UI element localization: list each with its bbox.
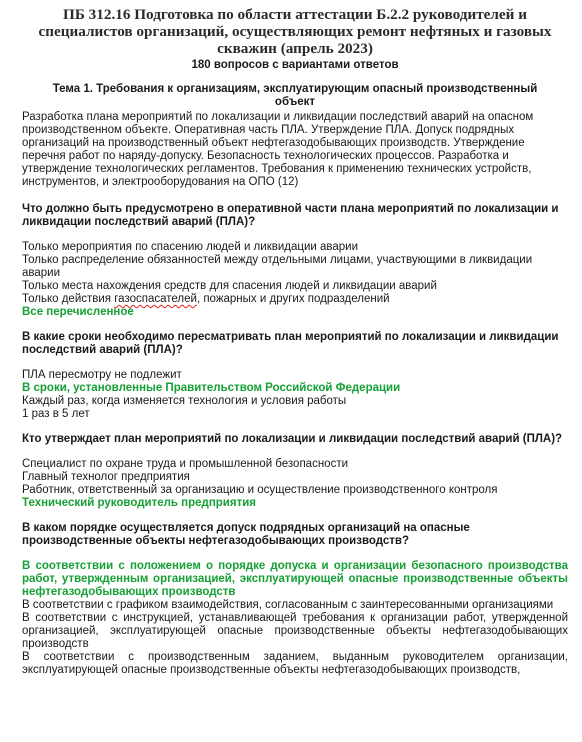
document-title: ПБ 312.16 Подготовка по области аттестации Б.2.2 руководителей и специалистов организаций, осуществляющих ремонт нефтяных и газовых скважин (апрель 2023) [38, 6, 552, 57]
spellcheck-underlined-word: газоспасателей [114, 293, 197, 305]
answer-option: Только мероприятия по спасению людей и ликвидации аварии [22, 241, 359, 253]
question-text: Что должно быть предусмотрено в оперативной части плана мероприятий по локализации и ликвидации последствий аварий (ПЛА)? [22, 203, 559, 228]
answer-option: В соответствии с инструкцией, устанавливающей требования к организации работ, утвержденной организацией, эксплуатирующей опасные производственные объекты нефтегазодобывающих производств [22, 612, 568, 650]
answer-text-prefix: Только действия [22, 293, 115, 305]
document-subtitle: 180 вопросов с вариантами ответов [191, 59, 399, 71]
correct-answer-option: Технический руководитель предприятия [22, 497, 256, 509]
answer-text-suffix: , пожарных и других подразделений [196, 293, 390, 305]
answer-option: Специалист по охране труда и промышленной безопасности [22, 458, 349, 470]
answer-option: 1 раз в 5 лет [22, 408, 90, 420]
question-block [22, 433, 568, 510]
answer-option: В соответствии с производственным заданием, выданным руководителем организации, эксплуатирующей опасные производственные объекты нефтегазодобывающих производств, [22, 651, 568, 676]
answer-option: Только места нахождения средств для спасения людей и ликвидации аварий [22, 280, 437, 292]
topic-description: Разработка плана мероприятий по локализации и ликвидации последствий аварий на опасном производственном объекте. Оперативная часть ПЛА. Утверждение ПЛА. Допуск подрядных организаций на производственный объект нефтегазодобывающих производств. Утверждение перечня работ по наряду-допуску. Безопасность технологических процессов. Разработка и утверждение технологических регламентов. Требования к применению технических устройств, инструментов, и электрооборудования на ОПО (12) [22, 111, 534, 188]
question-text: В каком порядке осуществляется допуск подрядных организаций на опасные производственные объекты нефтегазодобывающих производств? [22, 522, 470, 547]
correct-answer-option: В соответствии с положением о порядке допуска и организации безопасного производства работ, утвержденным организацией, эксплуатирующей опасные производственные объекты нефтегазодобывающих производств [22, 560, 568, 598]
question-block [22, 331, 568, 421]
question-text: Кто утверждает план мероприятий по локализации и ликвидации последствий аварий (ПЛА)? [22, 433, 563, 445]
question-block [22, 522, 568, 677]
answer-option: Только распределение обязанностей между отдельными лицами, участвующими в ликвидации аварии [22, 254, 533, 279]
question-block [22, 203, 568, 319]
topic-title: Тема 1. Требования к организациям, эксплуатирующим опасный производственный объект [52, 83, 538, 108]
answer-list [22, 369, 568, 421]
answer-option: В соответствии с графиком взаимодействия, согласованным с заинтересованными организациями [22, 599, 554, 611]
answer-option: Каждый раз, когда изменяется технология и условия работы [22, 395, 347, 407]
answer-list [22, 458, 568, 510]
correct-answer-option: Все перечисленное [22, 306, 134, 318]
answer-list [22, 560, 568, 677]
answer-option: Работник, ответственный за организацию и осуществление производственного контроля [22, 484, 498, 496]
correct-answer-option: В сроки, установленные Правительством Российской Федерации [22, 382, 401, 394]
answer-list [22, 241, 568, 319]
question-text: В какие сроки необходимо пересматривать план мероприятий по локализации и ликвидации последствий аварий (ПЛА)? [22, 331, 559, 356]
answer-option [22, 293, 568, 306]
answer-option: ПЛА пересмотру не подлежит [22, 369, 182, 381]
answer-option: Главный технолог предприятия [22, 471, 190, 483]
